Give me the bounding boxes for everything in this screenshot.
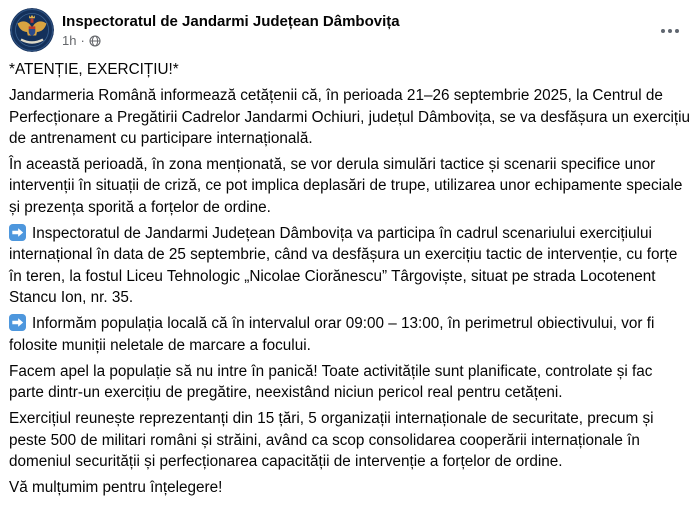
paragraph-text: Informăm populația locală că în intervalul orar 09:00 – 13:00, în perimetrul obiectivului, vor fi folosite muniții neletale de marcare a focului. xyxy=(9,315,655,354)
post-paragraph xyxy=(9,85,691,149)
right-arrow-emoji xyxy=(9,224,26,241)
paragraph-text: Exercițiul reunește reprezentanți din 15 țări, 5 organizații internaționale de securitate, precum și peste 500 de militari români și străini, având ca scop consolidarea cooperării internaționale în domeniul securității și perfecționarea capacității de intervenție a forțelor de ordine. xyxy=(9,410,654,471)
paragraph-text: *ATENȚIE, EXERCIȚIU!* xyxy=(9,61,179,78)
header-text xyxy=(62,8,400,49)
post-paragraph xyxy=(9,408,691,472)
page-name-link[interactable]: Inspectoratul de Jandarmi Județean Dâmbovița xyxy=(62,13,400,30)
paragraph-text: Vă mulțumim pentru înțelegere! xyxy=(9,479,223,497)
paragraph-text: Jandarmeria Română informează cetățenii că, în perioada 21–26 septembrie 2025, la Centrul de Perfecționare a Pregătirii Cadrelor Jandarmi Ochiuri, județul Dâmbovița, se va desfășura un exercițiu de antrenament cu participare internațională. xyxy=(9,87,691,147)
post-paragraph xyxy=(9,223,691,308)
page-avatar[interactable] xyxy=(10,8,54,52)
post-paragraph xyxy=(9,154,691,218)
timestamp-link[interactable]: 1h xyxy=(62,33,77,48)
post-paragraph xyxy=(9,477,691,498)
post-header xyxy=(0,0,700,52)
ellipsis-icon xyxy=(660,28,680,34)
paragraph-text: Inspectoratul de Jandarmi Județean Dâmbovița va participa în cadrul scenariului exercițiului internațional în data de 25 septembrie, când va desfășura un exercițiu tactic de intervenție, cu forțe în teren, la fostul Liceu Tehnologic „Nicolae Ciorănescu” Târgoviște, situat pe strada Locotenent Stancu Ion, nr. 35. xyxy=(9,225,678,306)
post-paragraph xyxy=(9,59,691,80)
more-options-button[interactable] xyxy=(654,20,686,42)
gendarmerie-emblem-icon xyxy=(10,8,54,52)
meta-separator: · xyxy=(80,33,85,48)
right-arrow-emoji xyxy=(9,314,26,331)
post-meta xyxy=(62,33,400,49)
paragraph-text: Facem apel la populație să nu intre în panică! Toate activitățile sunt planificate, controlate și fac parte dintr-un exercițiu de pregătire, neexistând niciun pericol real pentru cetățeni. xyxy=(9,362,653,402)
globe-icon xyxy=(89,35,101,47)
paragraph-text: În această perioadă, în zona menționată, se vor derula simulări tactice și scenarii specifice unor intervenții în situații de criză, ce pot implica deplasări de trupe, utilizarea unor echipamente speciale și prezența sporită a forțelor de ordine. xyxy=(9,156,683,216)
post-paragraph xyxy=(9,313,691,356)
post-text xyxy=(0,59,700,505)
post-paragraph xyxy=(9,361,691,404)
